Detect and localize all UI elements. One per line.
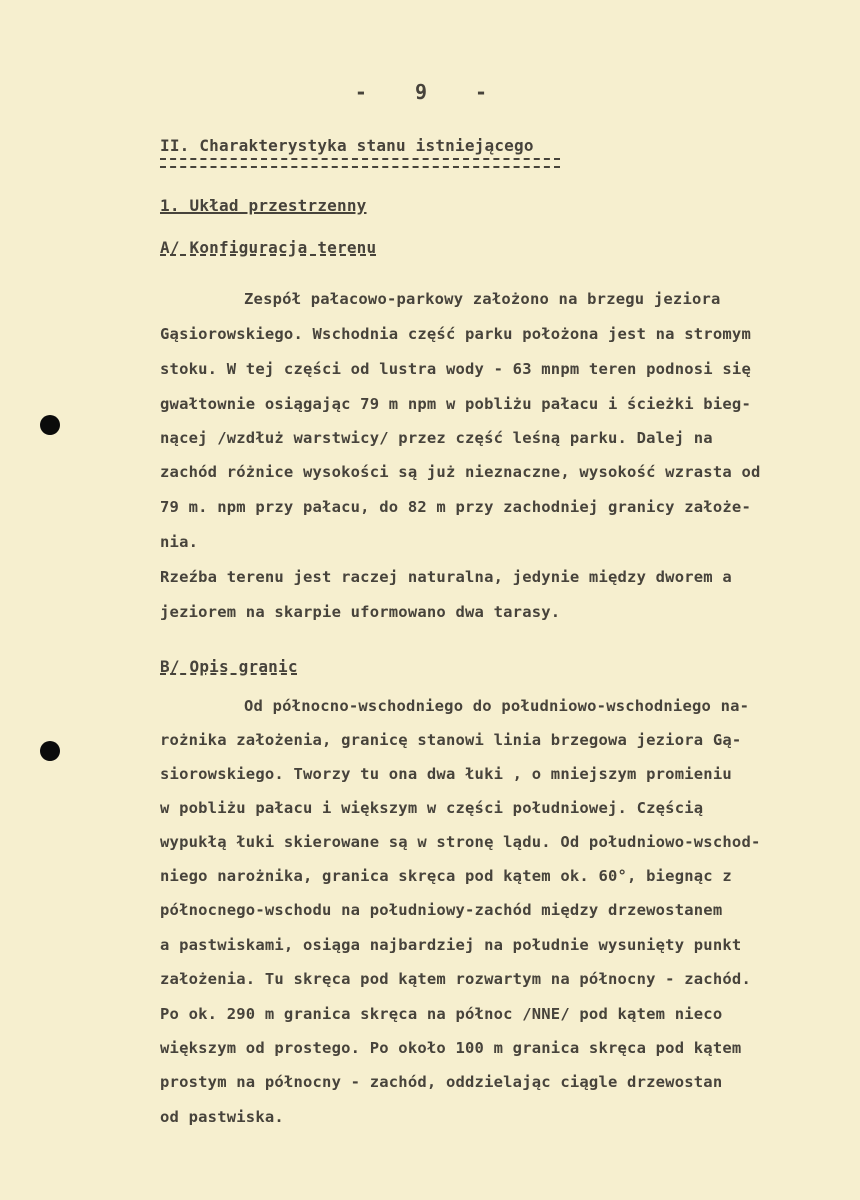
text-line: nia. [160,533,199,551]
text-line: Po ok. 290 m granica skręca na północ /NNE/ pod kątem nieco [160,1005,723,1023]
text-line: stoku. W tej części od lustra wody - 63 mnpm teren podnosi się [160,360,751,378]
text-line: siorowskiego. Tworzy tu ona dwa łuki , o mniejszym promieniu [160,765,732,783]
text-line: zachód różnice wysokości są już nieznaczne, wysokość wzrasta od [160,463,761,481]
text-line: północnego-wschodu na południowy-zachód między drzewostanem [160,901,723,919]
punch-hole [40,741,60,761]
section-title: II. Charakterystyka stanu istniejącego [160,136,534,155]
part-a-title: A/ Konfiguracja terenu [160,238,377,257]
text-line: gwałtownie osiągając 79 m npm w pobliżu pałacu i ścieżki bieg- [160,395,751,413]
double-underline [160,158,560,168]
text-line: Od północno-wschodniego do południowo-wschodniego na- [244,697,750,715]
text-line: prostym na północny - zachód, oddzielając ciągle drzewostan [160,1073,723,1091]
text-line: Zespół pałacowo-parkowy założono na brzegu jeziora [244,290,721,308]
text-line: Gąsiorowskiego. Wschodnia część parku położona jest na stromym [160,325,751,343]
text-line: wypukłą łuki skierowane są w stronę lądu. Od południowo-wschod- [160,833,761,851]
text-line: nącej /wzdłuż warstwicy/ przez część leśną parku. Dalej na [160,429,713,447]
text-line: w pobliżu pałacu i większym w części południowej. Częścią [160,799,704,817]
text-line: 79 m. npm przy pałacu, do 82 m przy zachodniej granicy założe- [160,498,751,516]
text-line: jeziorem na skarpie uformowano dwa tarasy. [160,603,561,621]
text-line: założenia. Tu skręca pod kątem rozwartym na północny - zachód. [160,970,751,988]
text-line: rożnika założenia, granicę stanowi linia brzegowa jeziora Gą- [160,731,742,749]
text-line: Rzeźba terenu jest raczej naturalna, jedynie między dworem a [160,568,732,586]
text-line: większym od prostego. Po około 100 m granica skręca pod kątem [160,1039,742,1057]
text-line: niego narożnika, granica skręca pod kątem ok. 60°, biegnąc z [160,867,732,885]
text-line: od pastwiska. [160,1108,284,1126]
page-number: - 9 - [354,80,506,104]
punch-hole [40,415,60,435]
part-b-title: B/ Opis granic [160,657,298,676]
text-line: a pastwiskami, osiąga najbardziej na południe wysunięty punkt [160,936,742,954]
subsection-title: 1. Układ przestrzenny [160,196,367,215]
